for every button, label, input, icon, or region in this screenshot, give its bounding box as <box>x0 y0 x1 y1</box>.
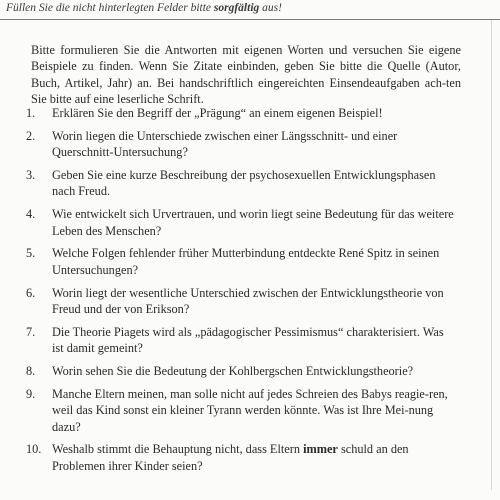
question-number: 3. <box>26 168 36 182</box>
question-number: 7. <box>26 324 36 339</box>
question-item-4 <box>26 206 466 239</box>
question-text: Worin liegt der wesentliche Unterschied zwischen der Entwicklungstheorie von Freud und der von Erikson? <box>52 285 444 317</box>
question-text-before: Weshalb stimmt die Behauptung nicht, dass Eltern <box>52 442 304 457</box>
question-list <box>26 105 466 481</box>
question-item-7 <box>26 324 466 357</box>
question-text: Die Theorie Piagets wird als „pädagogischer Pessimismus“ charakterisiert. Was ist damit gemeint? <box>52 324 444 356</box>
question-text <box>52 441 457 474</box>
question-number: 5. <box>26 246 36 261</box>
question-number: 2. <box>26 128 36 143</box>
question-item-6 <box>26 285 466 318</box>
question-number: 1. <box>26 106 36 120</box>
question-text: Worin liegen die Unterschiede zwischen einer Längsschnitt- und einer Querschnitt-Untersuchung? <box>52 128 398 160</box>
header-text-after: aus! <box>259 2 282 14</box>
question-text: Wie entwickelt sich Urvertrauen, und worin liegt seine Bedeutung für das weitere Leben des Menschen? <box>52 207 454 238</box>
question-item-10 <box>26 441 466 474</box>
question-text: Worin sehen Sie die Bedeutung der Kohlbergschen Entwicklungstheorie? <box>52 364 414 379</box>
scan-edge-line <box>491 20 492 490</box>
question-text-bold: immer <box>303 442 338 457</box>
question-text: Welche Folgen fehlender früher Mutterbindung entdeckte René Spitz in seinen Untersuchungen? <box>52 246 440 277</box>
question-number: 10. <box>26 442 42 457</box>
header-text-before: Füllen Sie die nicht hinterlegten Felder bitte <box>6 2 214 14</box>
question-item-5 <box>26 245 466 278</box>
question-number: 4. <box>26 207 36 222</box>
question-text-after: schuld an den Problemen ihrer Kinder seien? <box>52 442 409 473</box>
question-text: Geben Sie eine kurze Beschreibung der psychosexuellen Entwicklungsphasen nach Freud. <box>52 168 436 199</box>
header-instruction <box>6 2 282 14</box>
question-item-8 <box>26 363 466 379</box>
question-item-9 <box>26 386 466 435</box>
question-item-1 <box>26 105 466 121</box>
question-text: Erklären Sie den Begriff der „Prägung“ an einem eigenen Beispiel! <box>52 106 383 120</box>
page-header <box>0 0 500 22</box>
header-divider <box>0 19 500 20</box>
question-number: 9. <box>26 386 36 401</box>
question-number: 6. <box>26 285 36 300</box>
question-number: 8. <box>26 364 36 379</box>
intro-paragraph: Bitte formulieren Sie die Antworten mit eigenen Worten und versuchen Sie eigene Beispiele zu finden. Wenn Sie Zitate einbinden, geben Sie bitte die Quelle (Autor, Buch, Artikel, Jahr) an. Bei handschriftlich eingereichten Einsendeaufgaben ach-ten Sie bitte auf eine leserliche Schrift. <box>31 43 461 107</box>
question-item-2 <box>26 128 466 161</box>
header-text-bold: sorgfältig <box>213 2 260 14</box>
question-text: Manche Eltern meinen, man solle nicht auf jedes Schreien des Babys reagie-ren, weil das Kind sonst ein kleiner Tyrann werden könnte. Was ist Ihre Mei-nung dazu? <box>52 386 448 434</box>
question-item-3 <box>26 167 466 200</box>
